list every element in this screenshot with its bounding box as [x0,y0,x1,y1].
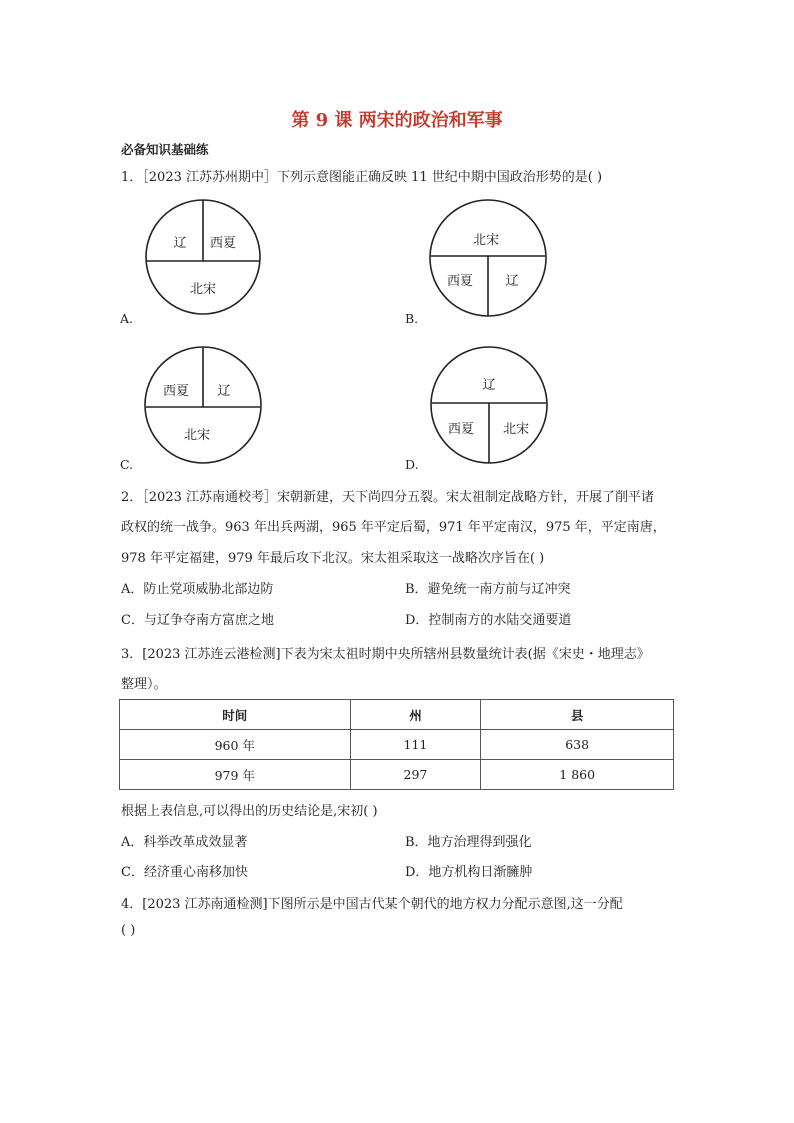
q1-c-bottom: 北宋 [183,428,211,443]
q4-line-1: 4．[2023 江苏南通检测]下图所示是中国古代某个朝代的地方权力分配示意图,这一分配 [121,897,623,912]
table-cell: 1 860 [481,760,674,790]
q3-option-b[interactable]: B．地方治理得到强化 [405,835,532,850]
q2-line-2: 政权的统一战争。963 年出兵两湖，965 年平定后蜀，971 年平定南汉，975 年，平定南唐， [121,520,666,535]
q2-option-d[interactable]: D．控制南方的水陆交通要道 [405,613,572,628]
q1-diagram-b [426,198,550,318]
table-row [120,730,674,760]
page-title: 第 9 课 两宋的政治和军事 [291,110,503,131]
q1-diagram-a [140,198,270,316]
q1-a-right: 西夏 [209,236,237,251]
q1-option-c-label[interactable]: C. [120,457,134,472]
table-cell: 960 年 [120,730,351,760]
q2-option-a[interactable]: A．防止党项威胁北部边防 [121,582,274,597]
section-heading: 必备知识基础练 [121,142,209,157]
q3-stats-table [119,699,674,790]
q2-option-b[interactable]: B．避免统一南方前与辽冲突 [405,582,571,597]
q1-d-top: 辽 [482,378,496,393]
q1-a-left: 辽 [173,236,187,251]
q4-line-2: ( ) [121,923,136,938]
table-cell: 111 [350,730,481,760]
table-cell: 638 [481,730,674,760]
q1-c-right: 辽 [217,384,231,399]
table-header-row [120,700,674,730]
q3-line-1: 3．[2023 江苏连云港检测]下表为宋太祖时期中央所辖州县数量统计表(据《宋史・地理志》 [121,647,650,662]
q1-option-d-label[interactable]: D. [405,457,419,472]
q3-option-c[interactable]: C．经济重心南移加快 [121,865,248,880]
q3-line-2: 整理）。 [121,677,167,692]
q3-option-d[interactable]: D．地方机构日渐臃肿 [405,865,533,880]
q1-diagram-c [142,345,266,465]
q3-option-a[interactable]: A．科举改革成效显著 [121,835,248,850]
q1-d-right: 北宋 [502,422,530,437]
q2-option-c[interactable]: C．与辽争夺南方富庶之地 [121,613,274,628]
q1-a-bottom: 北宋 [189,282,217,297]
q1-option-a-label[interactable]: A. [120,311,134,326]
q2-line-3: 978 年平定福建，979 年最后攻下北汉。宋太祖采取这一战略次序旨在( ) [121,551,545,566]
q3-prompt: 根据上表信息,可以得出的历史结论是,宋初( ) [121,804,378,819]
q1-b-top: 北宋 [472,233,500,248]
table-header-zhou: 州 [350,700,481,730]
q2-line-1: 2．［2023 江苏南通校考］宋朝新建，天下尚四分五裂。宋太祖制定战略方针，开展了削平诸 [121,490,654,505]
q1-b-right: 辽 [505,274,519,289]
q1-c-left: 西夏 [162,384,190,399]
table-cell: 979 年 [120,760,351,790]
table-header-time: 时间 [120,700,351,730]
q1-diagram-d [428,345,552,465]
q1-d-left: 西夏 [447,422,475,437]
q1-b-left: 西夏 [446,274,474,289]
q1-option-b-label[interactable]: B. [405,311,419,326]
q1-stem: 1．［2023 江苏苏州期中］下列示意图能正确反映 11 世纪中期中国政治形势的是( ) [121,170,603,185]
table-cell: 297 [350,760,481,790]
table-header-xian: 县 [481,700,674,730]
table-row [120,760,674,790]
